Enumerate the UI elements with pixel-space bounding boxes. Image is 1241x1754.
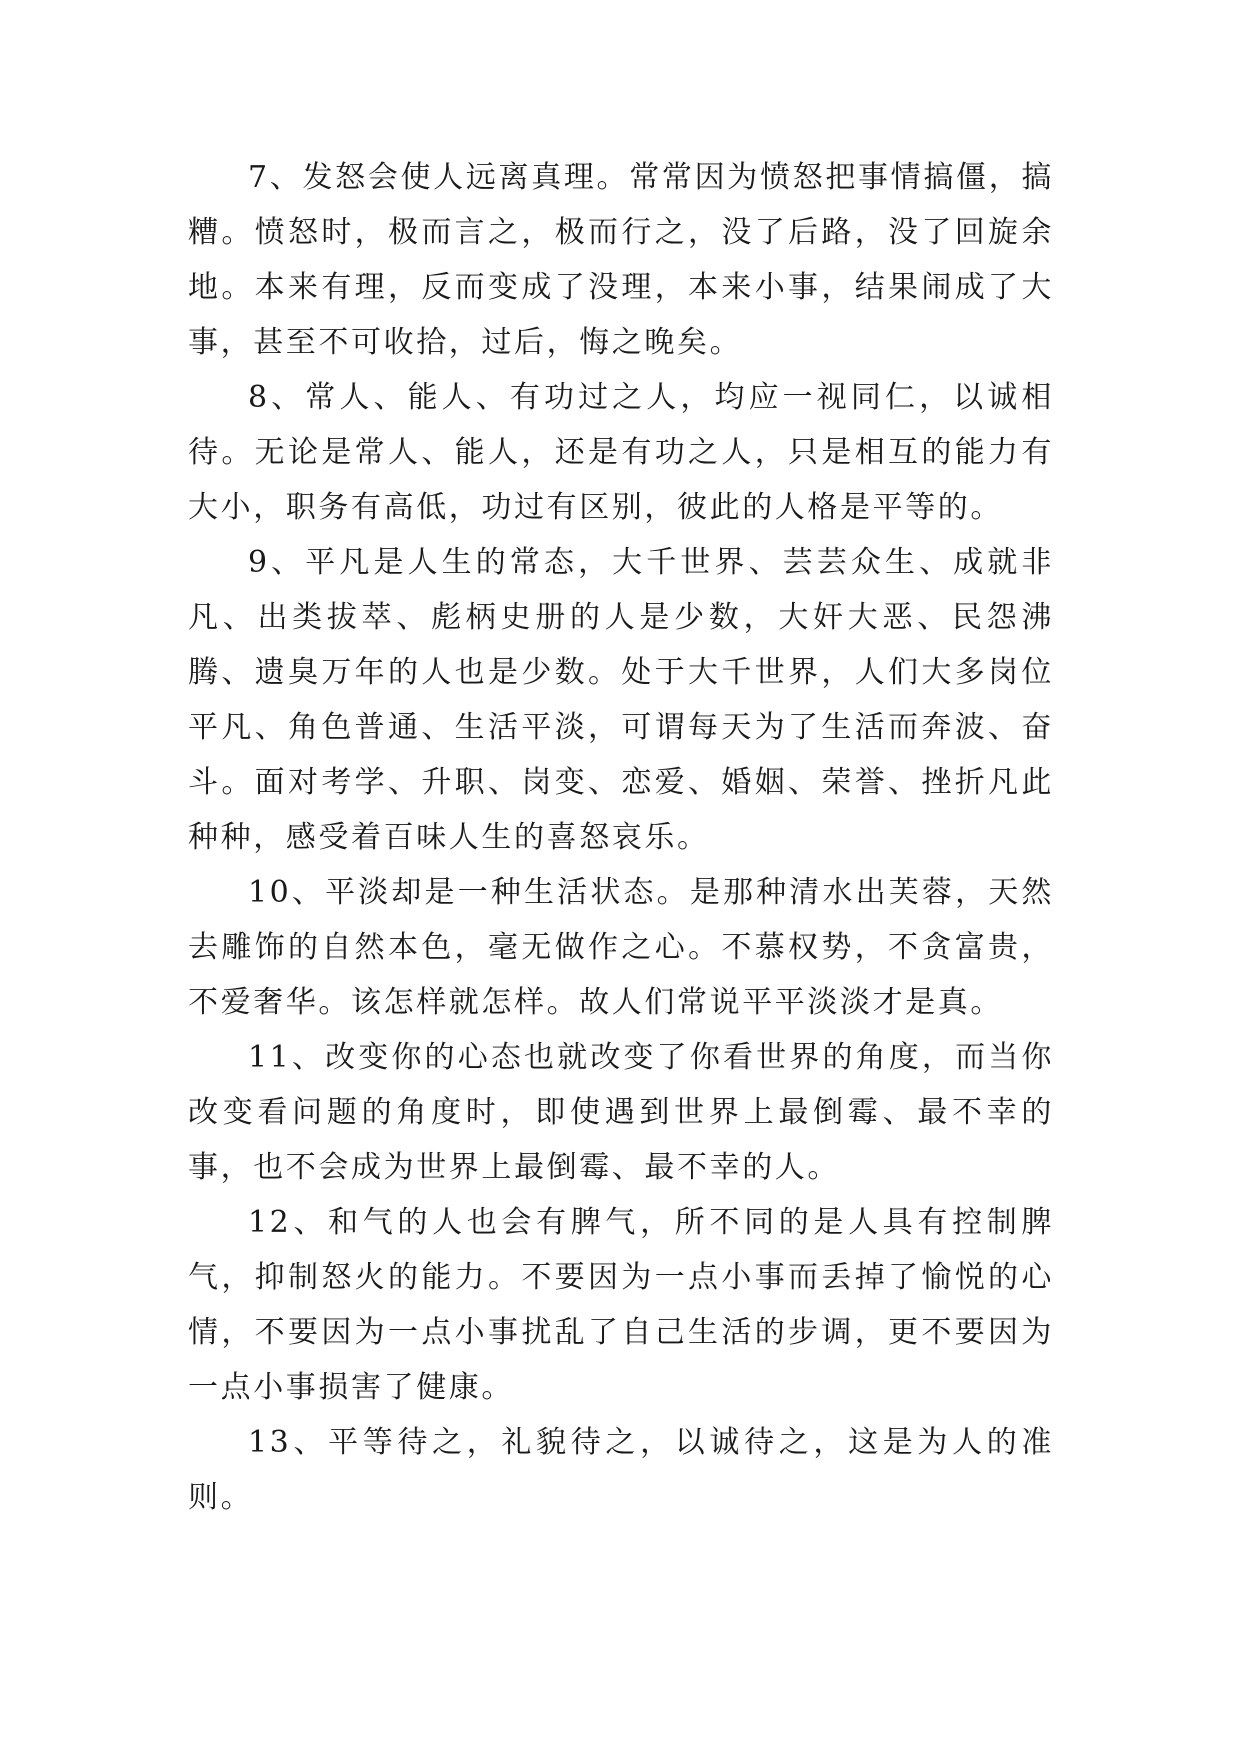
paragraph-7: 7、发怒会使人远离真理。常常因为愤怒把事情搞僵，搞糟。愤怒时，极而言之，极而行之，没了后路，没了回旋余地。本来有理，反而变成了没理，本来小事，结果闹成了大事，甚至不可收拾，过后，悔之晚矣。	[188, 160, 1054, 360]
document-body	[188, 150, 1054, 1525]
paragraph-13: 13、平等待之，礼貌待之，以诚待之，这是为人的准则。	[188, 1425, 1054, 1515]
paragraph-11: 11、改变你的心态也就改变了你看世界的角度，而当你改变看问题的角度时，即使遇到世界上最倒霉、最不幸的事，也不会成为世界上最倒霉、最不幸的人。	[188, 1040, 1054, 1185]
paragraph-10: 10、平淡却是一种生活状态。是那种清水出芙蓉，天然去雕饰的自然本色，毫无做作之心。不慕权势，不贪富贵，不爱奢华。该怎样就怎样。故人们常说平平淡淡才是真。	[188, 875, 1054, 1020]
paragraph-8: 8、常人、能人、有功过之人，均应一视同仁，以诚相待。无论是常人、能人，还是有功之人，只是相互的能力有大小，职务有高低，功过有区别，彼此的人格是平等的。	[188, 380, 1054, 525]
paragraph-9: 9、平凡是人生的常态，大千世界、芸芸众生、成就非凡、出类拔萃、彪柄史册的人是少数，大奸大恶、民怨沸腾、遗臭万年的人也是少数。处于大千世界，人们大多岗位平凡、角色普通、生活平淡，可谓每天为了生活而奔波、奋斗。面对考学、升职、岗变、恋爱、婚姻、荣誉、挫折凡此种种，感受着百味人生的喜怒哀乐。	[188, 545, 1054, 855]
paragraph-12: 12、和气的人也会有脾气，所不同的是人具有控制脾气，抑制怒火的能力。不要因为一点小事而丢掉了愉悦的心情，不要因为一点小事扰乱了自己生活的步调，更不要因为一点小事损害了健康。	[188, 1205, 1054, 1405]
